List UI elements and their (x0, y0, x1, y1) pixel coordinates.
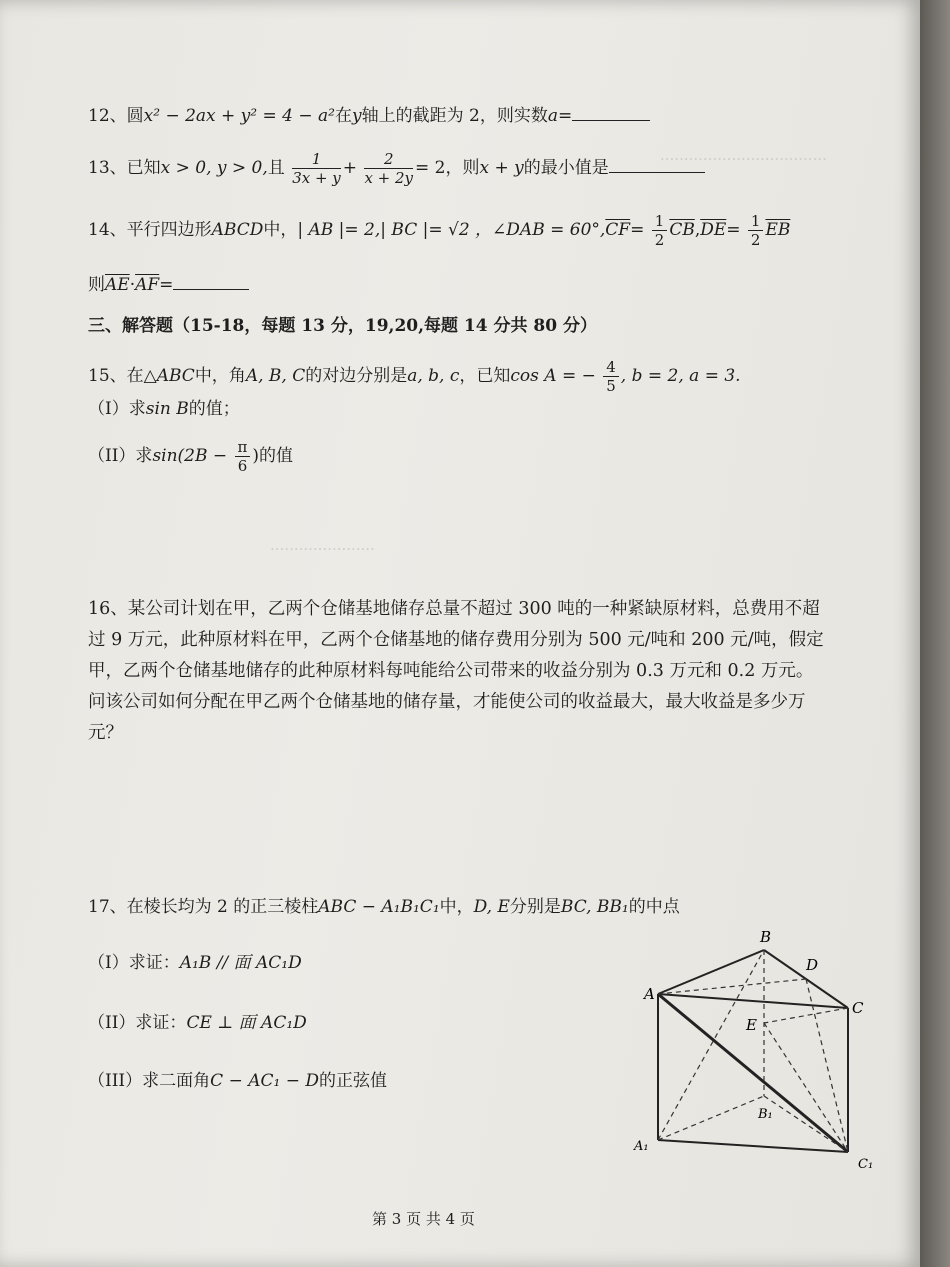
question-17-part-3: （III）求二面角C − AC₁ − D的正弦值 (88, 1071, 387, 1091)
answer-blank (572, 106, 650, 121)
question-17-part-2: （II）求证：CE ⊥ 面 AC₁D (88, 1013, 307, 1033)
question-15-part-2: （II）求sin(2B − $\frac{\pi}{6}$ )的值 (88, 438, 294, 475)
question-14-continued: 则$\overline{AE}\cdot\overline{AF}=$ (88, 274, 249, 296)
edge-AB (658, 950, 764, 994)
question-14: 14、平行四边形ABCD中，| AB |= 2,| BC |= √2 ，∠DAB = $60^\circ,\overline{CF}=$ $\frac{1}{2}$ $\overline{CB},\overline{DE}=$ $\frac{1}{2}$ $\overline{EB}$ (88, 212, 791, 249)
line-EC1 (764, 1023, 848, 1152)
edge-B1C1 (764, 1096, 848, 1152)
edge-A1B1 (658, 1096, 764, 1140)
fraction: $\frac{\pi}{6}$ (235, 438, 251, 475)
answer-blank (173, 275, 249, 290)
label-D: D (806, 956, 819, 974)
question-12: 12、圆x² − 2ax + y² = 4 − a²在y轴上的截距为 2，则实数a= (88, 105, 650, 127)
label-A1: A₁ (634, 1139, 649, 1154)
question-15-part-1: （I）求sin B的值； (88, 399, 240, 419)
fraction: $\frac{2}{x + 2y}$ (364, 150, 414, 187)
page-number: 第 3 页 共 4 页 (372, 1210, 475, 1228)
edge-A1C1 (658, 1140, 848, 1152)
question-17: 17、在棱长均为 2 的正三棱柱ABC − A₁B₁C₁中，D, E分别是BC, BB₁的中点 (88, 897, 680, 917)
line-A1B (658, 950, 764, 1140)
label-E: E (746, 1016, 757, 1034)
prism-figure (620, 920, 890, 1180)
fraction: $\frac{1}{2}$ (748, 212, 764, 249)
fraction: $\frac{1}{2}$ (652, 212, 668, 249)
bleed-through-text: ······················ (270, 540, 375, 558)
fraction: $\frac{4}{5}$ (603, 358, 619, 395)
question-15: 15、在△ABC中，角A, B, C的对边分别是a, b, c，已知cos A = − $\frac{4}{5}$ , b = 2, a = 3. (88, 358, 741, 395)
line-CE (764, 1008, 848, 1023)
label-C: C (852, 999, 864, 1017)
label-C1: C₁ (858, 1157, 874, 1172)
label-B: B (760, 928, 772, 946)
bleed-through-text: ··································· (660, 150, 827, 168)
section-heading: 三、解答题（15-18，每题 13 分，19,20,每题 14 分共 80 分） (88, 316, 598, 336)
page-edge-shadow (920, 0, 950, 1267)
question-16: 16、某公司计划在甲，乙两个仓储基地储存总量不超过 300 吨的一种紧缺原材料，总费用不超过 9 万元，此种原材料在甲，乙两个仓储基地的储存费用分别为 500 元/吨和 200 元/吨，假定甲，乙两个仓储基地储存的此种原材料每吨能给公司带来的收益分别为 0.3 万元和 0.2 万元。问该公司如何分配在甲乙两个仓储基地的储存量，才能使公司的收益最大，最大收益是多少万元？ (88, 599, 824, 743)
label-A: A (644, 985, 655, 1003)
line-AD (658, 979, 806, 994)
label-B1: B₁ (758, 1107, 773, 1122)
question-13: 13、已知x > 0, y > 0,且 $\frac{1}{3x + y}$ + $\frac{2}{x + 2y}$ = 2，则x + y的最小值是 (88, 150, 705, 187)
fraction: $\frac{1}{3x + y}$ (292, 150, 341, 187)
answer-blank (609, 158, 705, 173)
question-17-part-1: （I）求证：A₁B // 面 AC₁D (88, 953, 302, 973)
edge-AC (658, 994, 848, 1008)
